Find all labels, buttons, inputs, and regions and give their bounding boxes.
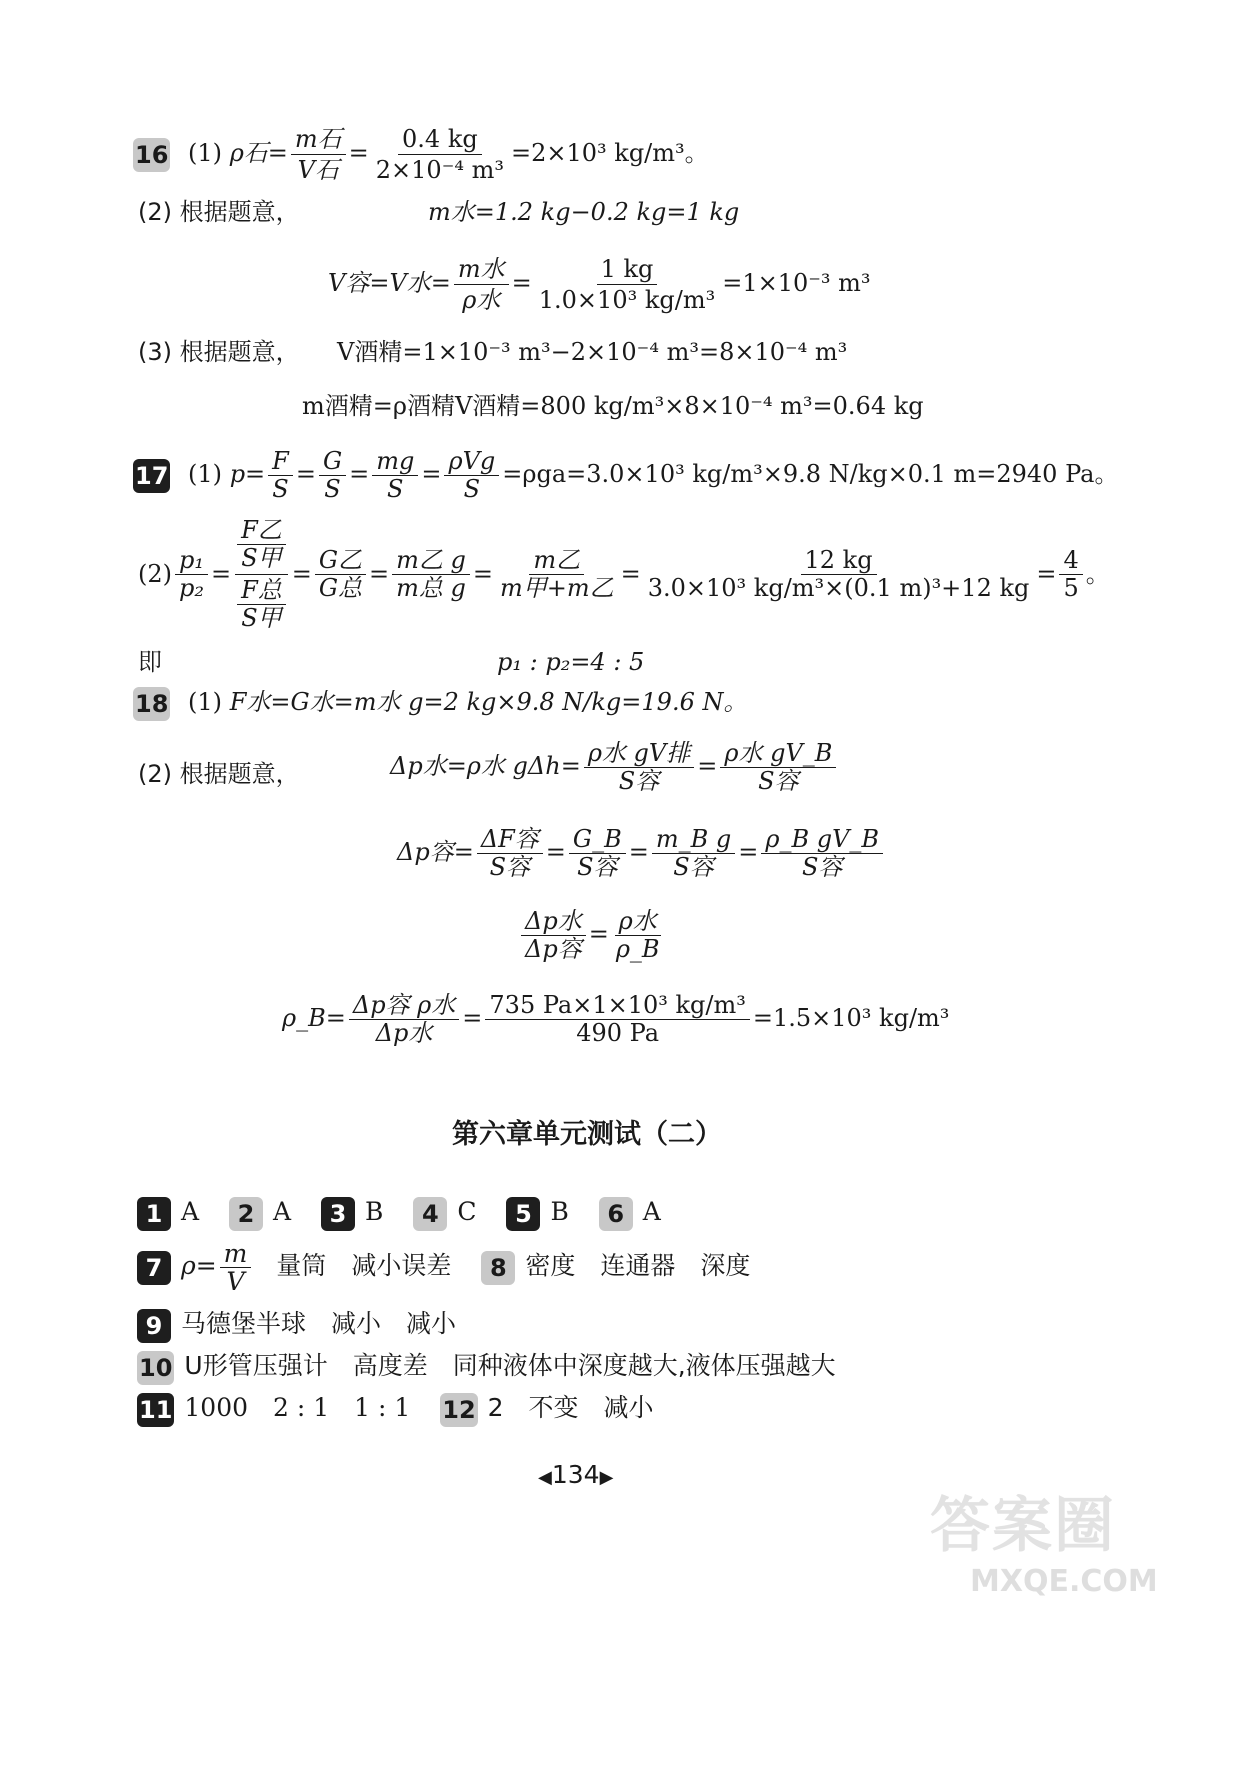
fraction: $\frac{\text{Δp水}}{\text{Δp容}}$: [521, 908, 586, 963]
answer-number-badge: 3: [321, 1197, 355, 1231]
answer-choice: B: [365, 1197, 384, 1226]
answers-row-1: [137, 1192, 661, 1232]
equation-text: ρ石: [229, 139, 268, 167]
p18-eq2: Δp容= $\frac{\text{ΔF容}}{\text{S容}}$ = $\frac{G\_B}{\text{S容}}$ = $\frac{\text{m\_B g}}{\text{S容}}$ = $\frac{\text{ρ\_B gV\_B}}{\text{S容}}$: [397, 826, 886, 881]
section-title: 第六章单元测试（二）: [452, 1119, 722, 1150]
fraction: $\frac{0.4 kg}{\text{2×10⁻⁴ m³}}$: [375, 125, 504, 184]
fraction: $\frac{\text{m石}}{\text{V石}}$: [291, 124, 346, 185]
equation-text: F水=G水=m水 g=2 kg×9.8 N/kg=19.6 N。: [229, 688, 748, 716]
p16-part2-label: (2) 根据题意，: [138, 198, 300, 226]
left-arrow-icon: ◀: [538, 1467, 552, 1488]
answer-number-badge: 6: [599, 1197, 633, 1231]
p18-eq1: Δp水=ρ水 gΔh= $\frac{\text{ρ水 gV排}}{\text{S容}}$ = $\frac{\text{ρ水 gV\_B}}{\text{S容}}$: [390, 740, 839, 795]
compound-fraction: $\frac{\frac{\text{F乙}}{\text{S甲}}}{\frac{\text{F总}}{\text{S甲}}}$: [235, 517, 288, 632]
fraction: $\frac{\text{ρ水 gV排}}{\text{S容}}$: [584, 740, 694, 795]
question-number-badge: 16: [133, 138, 170, 172]
fraction: $\frac{\text{m水}}{\text{ρ水}}$: [454, 254, 509, 315]
fraction: $\frac{mg}{S}$: [372, 448, 418, 503]
fraction: $\frac{\text{ΔF容}}{\text{S容}}$: [477, 826, 543, 881]
p16-part2-eq2: V容=V水= $\frac{\text{m水}}{\text{ρ水}}$ = $\frac{1 kg}{\text{1.0×10³ kg/m³}}$ =1×10⁻³ m³: [328, 255, 871, 314]
answer-text: 马德堡半球 减小 减小: [181, 1309, 457, 1338]
answer-11-12: [137, 1388, 654, 1428]
fraction: $\frac{\text{735 Pa×1×10³ kg/m³}}{490 Pa}$: [485, 992, 749, 1047]
part-label: (1): [188, 460, 223, 488]
answer-choice: A: [273, 1197, 292, 1226]
fraction: $\frac{G\_B}{\text{S容}}$: [569, 826, 626, 881]
ratio-text: p₁ : p₂=4 : 5: [497, 648, 645, 676]
fraction: $\frac{\text{m乙 g}}{\text{m总 g}}$: [392, 547, 470, 602]
fraction: $\frac{\text{ρ水}}{\rho\_B}$: [615, 907, 660, 963]
answer-number-badge: 8: [481, 1251, 515, 1285]
fraction: $\frac{1 kg}{\text{1.0×10³ kg/m³}}$: [538, 255, 716, 314]
answer-choice: B: [550, 1197, 569, 1226]
answer-choice: C: [457, 1197, 477, 1226]
p18-eq4: ρ_B= $\frac{\text{Δp容 ρ水}}{\text{Δp水}}$ = $\frac{\text{735 Pa×1×10³ kg/m³}}{490 Pa}$ =1.5×10³ kg/m³: [282, 991, 950, 1047]
fraction: $\frac{\text{G乙}}{\text{G总}}$: [315, 547, 366, 602]
answer-text: U形管压强计 高度差 同种液体中深度越大,液体压强越大: [184, 1351, 836, 1380]
fraction: $\frac{G}{S}$: [319, 448, 346, 503]
answer-text: 量筒 减小误差: [276, 1251, 452, 1280]
fraction: $\frac{12 kg}{\text{3.0×10³ kg/m³×(0.1 m)³+12 kg}}$: [647, 545, 1030, 602]
answer-7-8: 7 ρ= $\frac{m}{V}$ 量筒 减小误差 8 密度 连通器 深度: [137, 1240, 750, 1295]
fraction: $\frac{\text{Δp容 ρ水}}{\text{Δp水}}$: [349, 992, 459, 1047]
right-arrow-icon: ▶: [599, 1467, 614, 1488]
watermark-text: 答案圈: [930, 1491, 1116, 1561]
part-label: (2): [138, 560, 172, 588]
ji-label: 即: [138, 648, 162, 676]
watermark-url: MXQE.COM: [970, 1564, 1158, 1599]
fraction: $\frac{\text{m乙}}{\text{m甲+m乙}}$: [500, 545, 614, 602]
answer-number-badge: 4: [413, 1197, 447, 1231]
page-number: ◀134▶: [538, 1460, 614, 1489]
fraction: $\frac{\text{m\_B g}}{\text{S容}}$: [652, 826, 735, 881]
fraction: $\frac{F}{S}$: [268, 448, 293, 503]
p18-part1: [133, 686, 747, 721]
fraction: $\frac{\text{ρ\_B gV\_B}}{\text{S容}}$: [761, 826, 883, 881]
equation-text: =2×10³ kg/m³。: [511, 139, 709, 167]
answer-number-badge: 1: [137, 1197, 171, 1231]
fraction: $\frac{\text{p₁}}{\text{p₂}}$: [175, 547, 208, 602]
p17-part1: 17 (1) p= $\frac{F}{S}$ = $\frac{G}{S}$ = $\frac{mg}{S}$ = $\frac{\text{ρVg}}{S}$ =ρga=3.0×10³ kg/m³×9.8 N/kg×0.1 m=2940 Pa。: [135, 447, 1119, 503]
fraction: $\frac{\text{ρVg}}{S}$: [444, 448, 499, 503]
answer-text: 1000 2 : 1 1 : 1: [184, 1393, 411, 1422]
answer-number-badge: 12: [440, 1393, 477, 1427]
p17-part2: (2) $\frac{\text{p₁}}{\text{p₂}}$ = $\frac{\frac{\text{F乙}}{\text{S甲}}}{\frac{\text{F总}}{\text{S甲}}}$ = $\frac{\text{G乙}}{\text{G总}}$ = $\frac{\text{m乙 g}}{\text{m总 g}}$ = $\frac{\text{m乙}}{\text{m甲+m乙}}$ = $\frac{12 kg}{\text{3.0×10³ kg/m³×(0.1 m)³+12 kg}}$ = $\frac{4}{5}$ 。: [138, 515, 1110, 632]
watermark-logo: [930, 1478, 1220, 1599]
fraction: $\frac{m}{V}$: [220, 1240, 252, 1295]
part-label: (1): [188, 688, 223, 716]
answer-number-badge: 9: [137, 1309, 171, 1343]
answer-choice: A: [642, 1197, 661, 1226]
fraction: $\frac{\text{ρ水 gV\_B}}{\text{S容}}$: [720, 740, 836, 795]
equation-text: m水=1.2 kg−0.2 kg=1 kg: [428, 198, 740, 226]
answer-number-badge: 2: [229, 1197, 263, 1231]
answer-text: 2 不变 减小: [487, 1393, 654, 1422]
p16-part1: 16 (1) ρ石= $\frac{\text{m石}}{\text{V石}}$ = $\frac{0.4 kg}{\text{2×10⁻⁴ m³}}$ =2×10³ kg/m³。: [135, 125, 709, 184]
answer-text: 密度 连通器 深度: [525, 1251, 751, 1280]
fraction: $\frac{4}{5}$: [1059, 547, 1082, 602]
p16-part3-label: (3) 根据题意，: [138, 338, 300, 366]
answer-10: [137, 1346, 836, 1386]
question-number-badge: 17: [133, 459, 170, 493]
answer-number-badge: 5: [506, 1197, 540, 1231]
part-label: (1): [188, 139, 223, 167]
answer-number-badge: 7: [137, 1251, 171, 1285]
equation-text: m酒精=ρ酒精V酒精=800 kg/m³×8×10⁻⁴ m³=0.64 kg: [302, 392, 924, 420]
question-number-badge: 18: [133, 687, 170, 721]
answer-number-badge: 11: [137, 1393, 174, 1427]
answer-number-badge: 10: [137, 1351, 174, 1385]
equation-text: V酒精=1×10⁻³ m³−2×10⁻⁴ m³=8×10⁻⁴ m³: [337, 338, 848, 366]
answer-9: [137, 1304, 456, 1344]
p18-eq3: $\frac{\text{Δp水}}{\text{Δp容}}$ = $\frac{\text{ρ水}}{\rho\_B}$: [518, 908, 667, 963]
answer-choice: A: [181, 1197, 200, 1226]
p18-part2-label: (2) 根据题意，: [138, 760, 300, 788]
